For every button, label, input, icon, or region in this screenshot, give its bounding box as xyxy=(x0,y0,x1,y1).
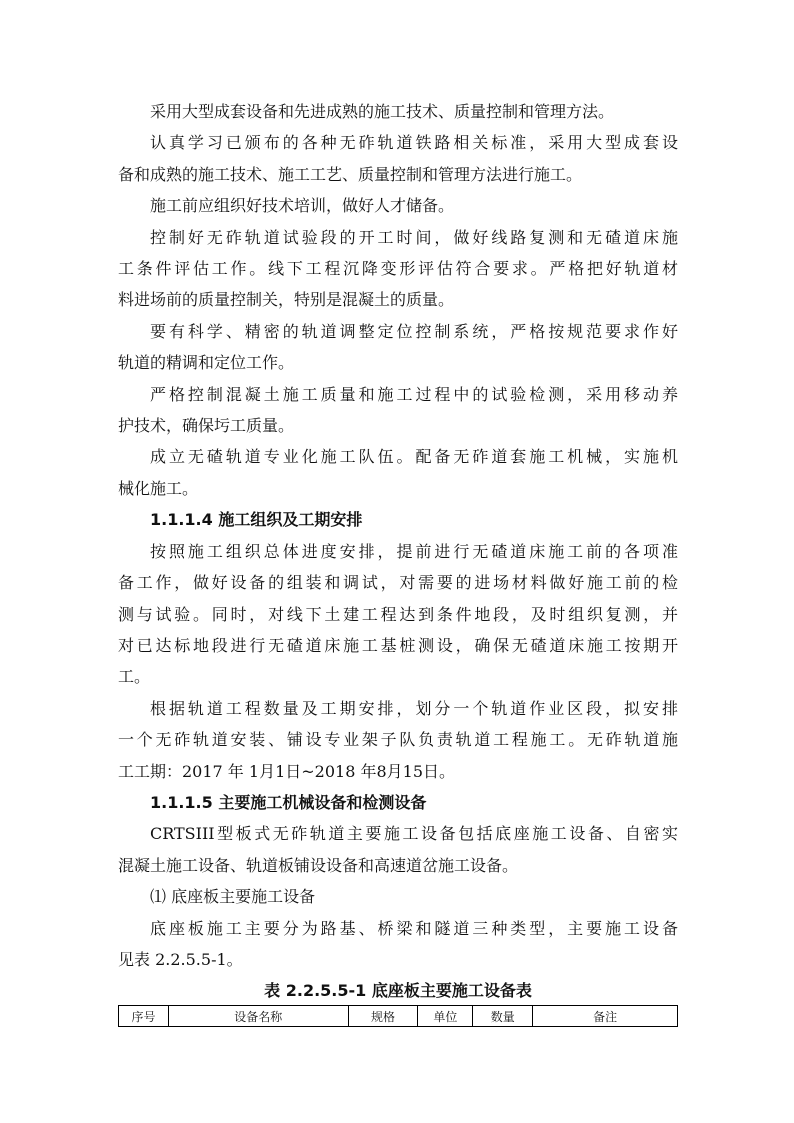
paragraph-line: 械化施工。 xyxy=(118,478,199,498)
section-b xyxy=(118,536,678,787)
th-remarks: 备注 xyxy=(533,1006,678,1027)
paragraph-line: 工工期：2017 年 1月1日~2018 年8月15日。 xyxy=(118,761,456,781)
section-c xyxy=(118,818,678,975)
th-index: 序号 xyxy=(119,1006,169,1027)
th-unit: 单位 xyxy=(418,1006,473,1027)
paragraph-line: 工条件评估工作。线下工程沉降变形评估符合要求。严格把好轨道材 xyxy=(118,259,678,279)
document-page xyxy=(118,96,678,1027)
paragraph-line: 严格控制混凝土施工质量和施工过程中的试验检测，采用移动养 xyxy=(150,384,678,404)
equipment-table xyxy=(118,1005,678,1027)
paragraph-line: 备工作，做好设备的组装和调试，对需要的进场材料做好施工前的检 xyxy=(118,573,678,593)
paragraph-line: 要有科学、精密的轨道调整定位控制系统，严格按规范要求作好 xyxy=(150,321,678,341)
paragraph-line: 工。 xyxy=(118,667,151,687)
paragraph-line: 料进场前的质量控制关，特别是混凝土的质量。 xyxy=(118,290,455,310)
heading-construction-organization: 1.1.1.4 施工组织及工期安排 xyxy=(150,510,363,530)
paragraph-line: 根据轨道工程数量及工期安排，划分一个轨道作业区段，拟安排 xyxy=(150,698,678,718)
paragraph-line: 测与试验。同时，对线下土建工程达到条件地段，及时组织复测，并 xyxy=(118,604,678,624)
paragraph-line: 一个无砟轨道安装、铺设专业架子队负责轨道工程施工。无砟轨道施 xyxy=(118,730,678,750)
paragraph-line: 护技术，确保圬工质量。 xyxy=(118,416,295,436)
paragraph-line: 混凝土施工设备、轨道板铺设设备和高速道岔施工设备。 xyxy=(118,855,519,875)
heading-main-equipment: 1.1.1.5 主要施工机械设备和检测设备 xyxy=(150,792,427,812)
th-equipment-name: 设备名称 xyxy=(168,1006,348,1027)
paragraph-line: 底座板施工主要分为路基、桥梁和隧道三种类型，主要施工设备 xyxy=(150,918,678,938)
paragraph-line: 成立无碴轨道专业化施工队伍。配备无砟道套施工机械，实施机 xyxy=(150,447,678,467)
paragraph-line: 备和成熟的施工技术、施工工艺、质量控制和管理方法进行施工。 xyxy=(118,164,583,184)
section-a xyxy=(118,96,678,504)
th-quantity: 数量 xyxy=(473,1006,533,1027)
paragraph-line: CRTSIII型板式无砟轨道主要施工设备包括底座施工设备、自密实 xyxy=(150,824,678,844)
paragraph-line: 认真学习已颁布的各种无砟轨道铁路相关标准，采用大型成套设 xyxy=(150,133,678,153)
paragraph-line: 施工前应组织好技术培训，做好人才储备。 xyxy=(150,196,455,216)
paragraph-line: 见表 2.2.5.5-1。 xyxy=(118,949,243,969)
paragraph-line: 轨道的精调和定位工作。 xyxy=(118,353,295,373)
paragraph-line: 按照施工组织总体进度安排，提前进行无碴道床施工前的各项准 xyxy=(150,541,678,561)
th-spec: 规格 xyxy=(348,1006,418,1027)
paragraph-line: ⑴ 底座板主要施工设备 xyxy=(150,887,316,907)
paragraph-line: 采用大型成套设备和先进成熟的施工技术、质量控制和管理方法。 xyxy=(150,102,615,121)
paragraph-line: 对已达标地段进行无碴道床施工基桩测设，确保无碴道床施工按期开 xyxy=(118,635,678,655)
table-caption: 表 2.2.5.5-1 底座板主要施工设备表 xyxy=(264,981,532,1001)
table-header-row xyxy=(119,1006,678,1027)
paragraph-line: 控制好无砟轨道试验段的开工时间，做好线路复测和无碴道床施 xyxy=(150,227,678,247)
